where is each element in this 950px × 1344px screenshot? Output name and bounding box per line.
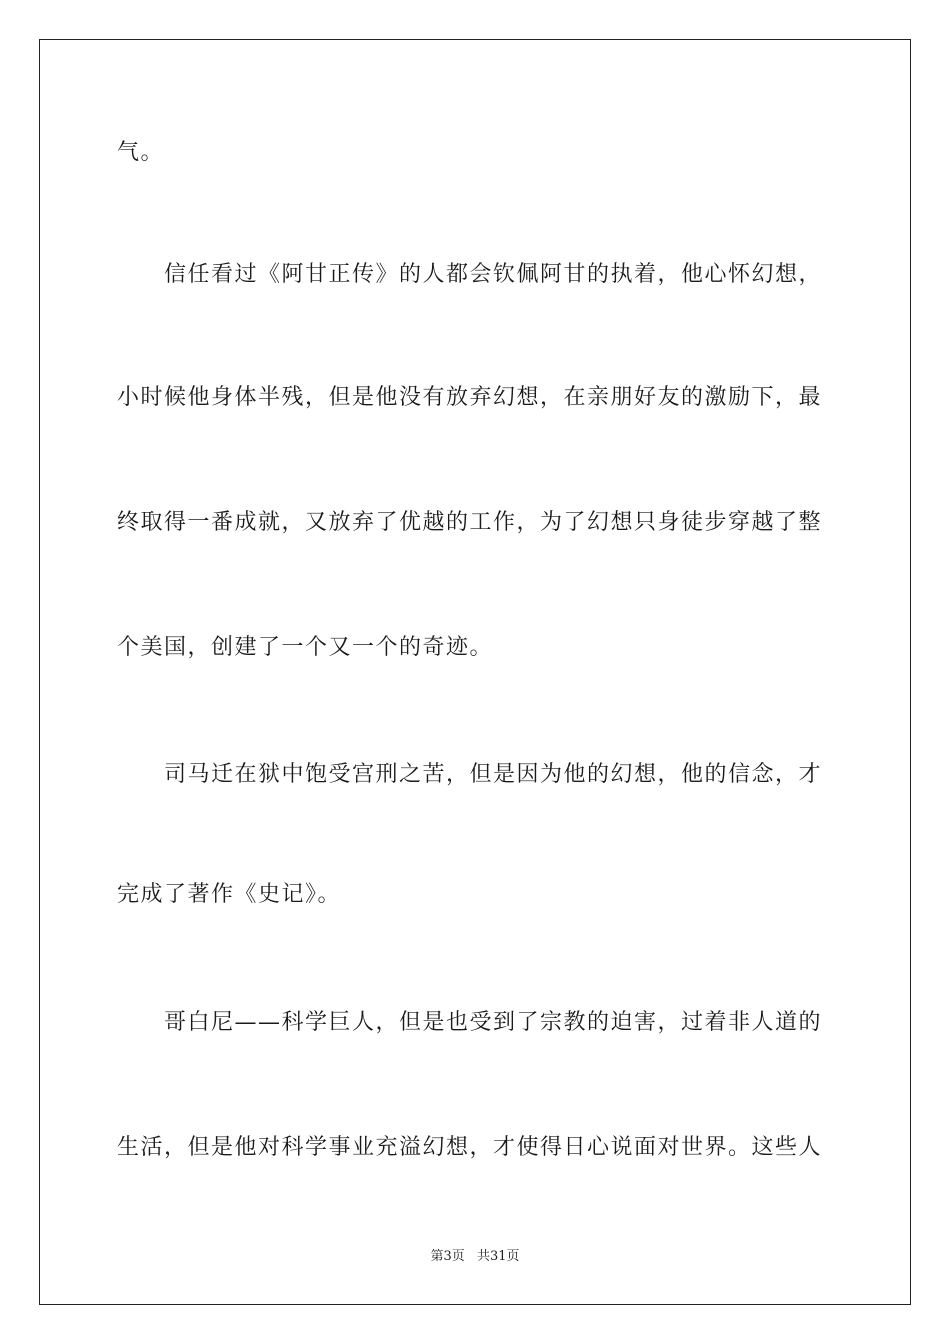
text-line: 小时候他身体半残，但是他没有放弃幻想，在亲朋好友的激励下，最 [117,385,823,410]
page-number: 第3页 [430,1249,465,1264]
text-line: 气。 [117,140,165,165]
paragraph-start-line: 信任看过《阿甘正传》的人都会钦佩阿甘的执着，他心怀幻想， [164,262,823,287]
text-line: 个美国，创建了一个又一个的奇迹。 [117,635,494,660]
text-line: 完成了著作《史记》。 [117,882,342,907]
paragraph-start-line: 哥白尼——科学巨人，但是也受到了宗教的迫害，过着非人道的 [164,1010,823,1035]
paragraph-start-line: 司马迁在狱中饱受宫刑之苦，但是因为他的幻想，他的信念，才 [164,762,823,787]
text-line: 终取得一番成就，又放弃了优越的工作，为了幻想只身徒步穿越了整 [117,510,823,535]
page-border [39,39,911,1305]
total-pages: 共31页 [476,1249,520,1264]
text-line: 生活，但是他对科学事业充溢幻想，才使得日心说面对世界。这些人 [117,1135,823,1160]
page-footer [0,1248,950,1266]
